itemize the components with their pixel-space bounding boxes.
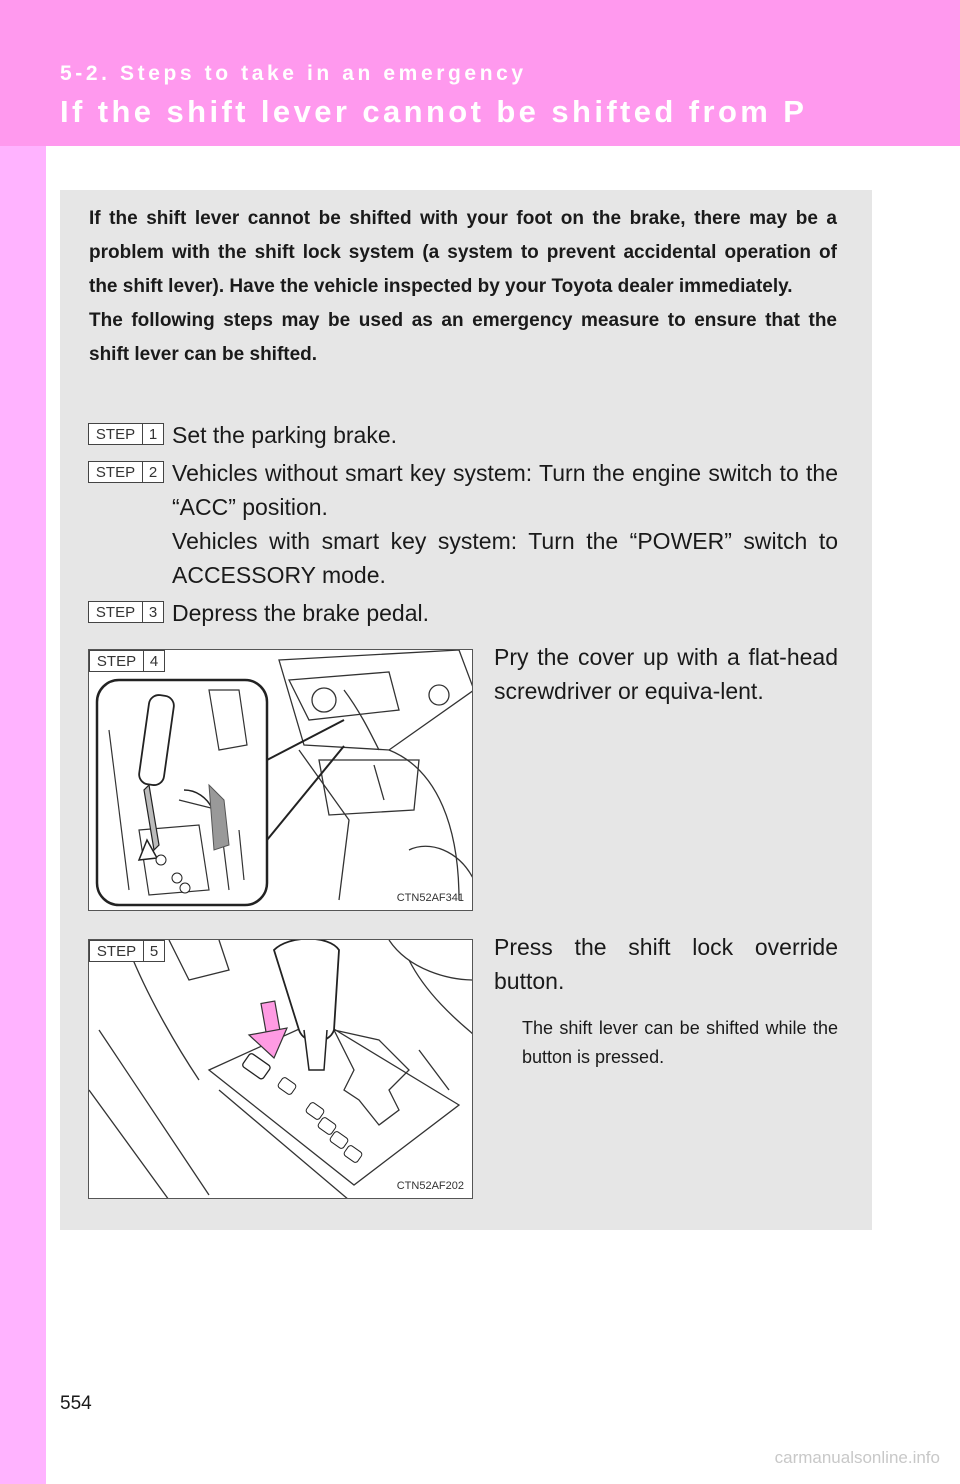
step-badge-label: STEP (89, 602, 142, 622)
step-badge-label: STEP (90, 941, 143, 961)
step-badge-number: 2 (142, 462, 163, 482)
step-2-instruction-alt: Vehicles with smart key system: Turn the “POWER” switch to ACCESSORY mode. (172, 528, 838, 588)
step-3-text (172, 596, 838, 630)
screwdriver-illustration (89, 650, 473, 911)
step-badge-number: 4 (143, 651, 164, 671)
figure-code: CTN52AF202 (396, 1180, 464, 1192)
intro-paragraph-2: The following steps may be used as an emergency measure to ensure that the shift lever can be shifted. (89, 310, 837, 365)
step-4-text: Pry the cover up with a flat-head screwdriver or equiva-lent. (494, 644, 838, 704)
page-title: If the shift lever cannot be shifted from P (60, 94, 808, 129)
step-1-instruction: Set the parking brake. (172, 422, 398, 448)
step-badge-label: STEP (89, 462, 142, 482)
step-5-note: The shift lever can be shifted while the button is pressed. (522, 1018, 838, 1067)
step-badge-label: STEP (89, 424, 142, 444)
step-3-badge (88, 601, 164, 623)
step-badge-number: 5 (143, 941, 164, 961)
step-2-text (172, 456, 838, 592)
watermark: carmanualsonline.info (774, 1448, 940, 1467)
step-4-figure (88, 649, 473, 911)
intro-text (89, 202, 837, 372)
page-header (0, 0, 960, 146)
step-badge-label: STEP (90, 651, 143, 671)
step-5-badge (89, 940, 165, 962)
step-1-badge (88, 423, 164, 445)
step-3-instruction: Depress the brake pedal. (172, 600, 429, 626)
step-5-text: Press the shift lock override button. (494, 934, 838, 994)
figure-code: CTN52AF341 (396, 892, 464, 904)
intro-paragraph-1: If the shift lever cannot be shifted with your foot on the brake, there may be a problem with the shift lock system (a system to prevent accidental operation of the shift lever). Have the vehicle inspected by your Toyota dealer immediately. (89, 208, 837, 297)
step-badge-number: 3 (142, 602, 163, 622)
step-1-text (172, 418, 838, 452)
step-2-instruction: Vehicles without smart key system: Turn the engine switch to the “ACC” position. (172, 460, 838, 520)
section-heading: 5-2. Steps to take in an emergency (60, 62, 527, 85)
step-2-badge (88, 461, 164, 483)
page-number: 554 (60, 1393, 92, 1414)
step-5-figure (88, 939, 473, 1199)
side-tab-strip (0, 0, 46, 1484)
shift-lock-button-illustration (89, 940, 473, 1199)
step-4-badge (89, 650, 165, 672)
step-badge-number: 1 (142, 424, 163, 444)
